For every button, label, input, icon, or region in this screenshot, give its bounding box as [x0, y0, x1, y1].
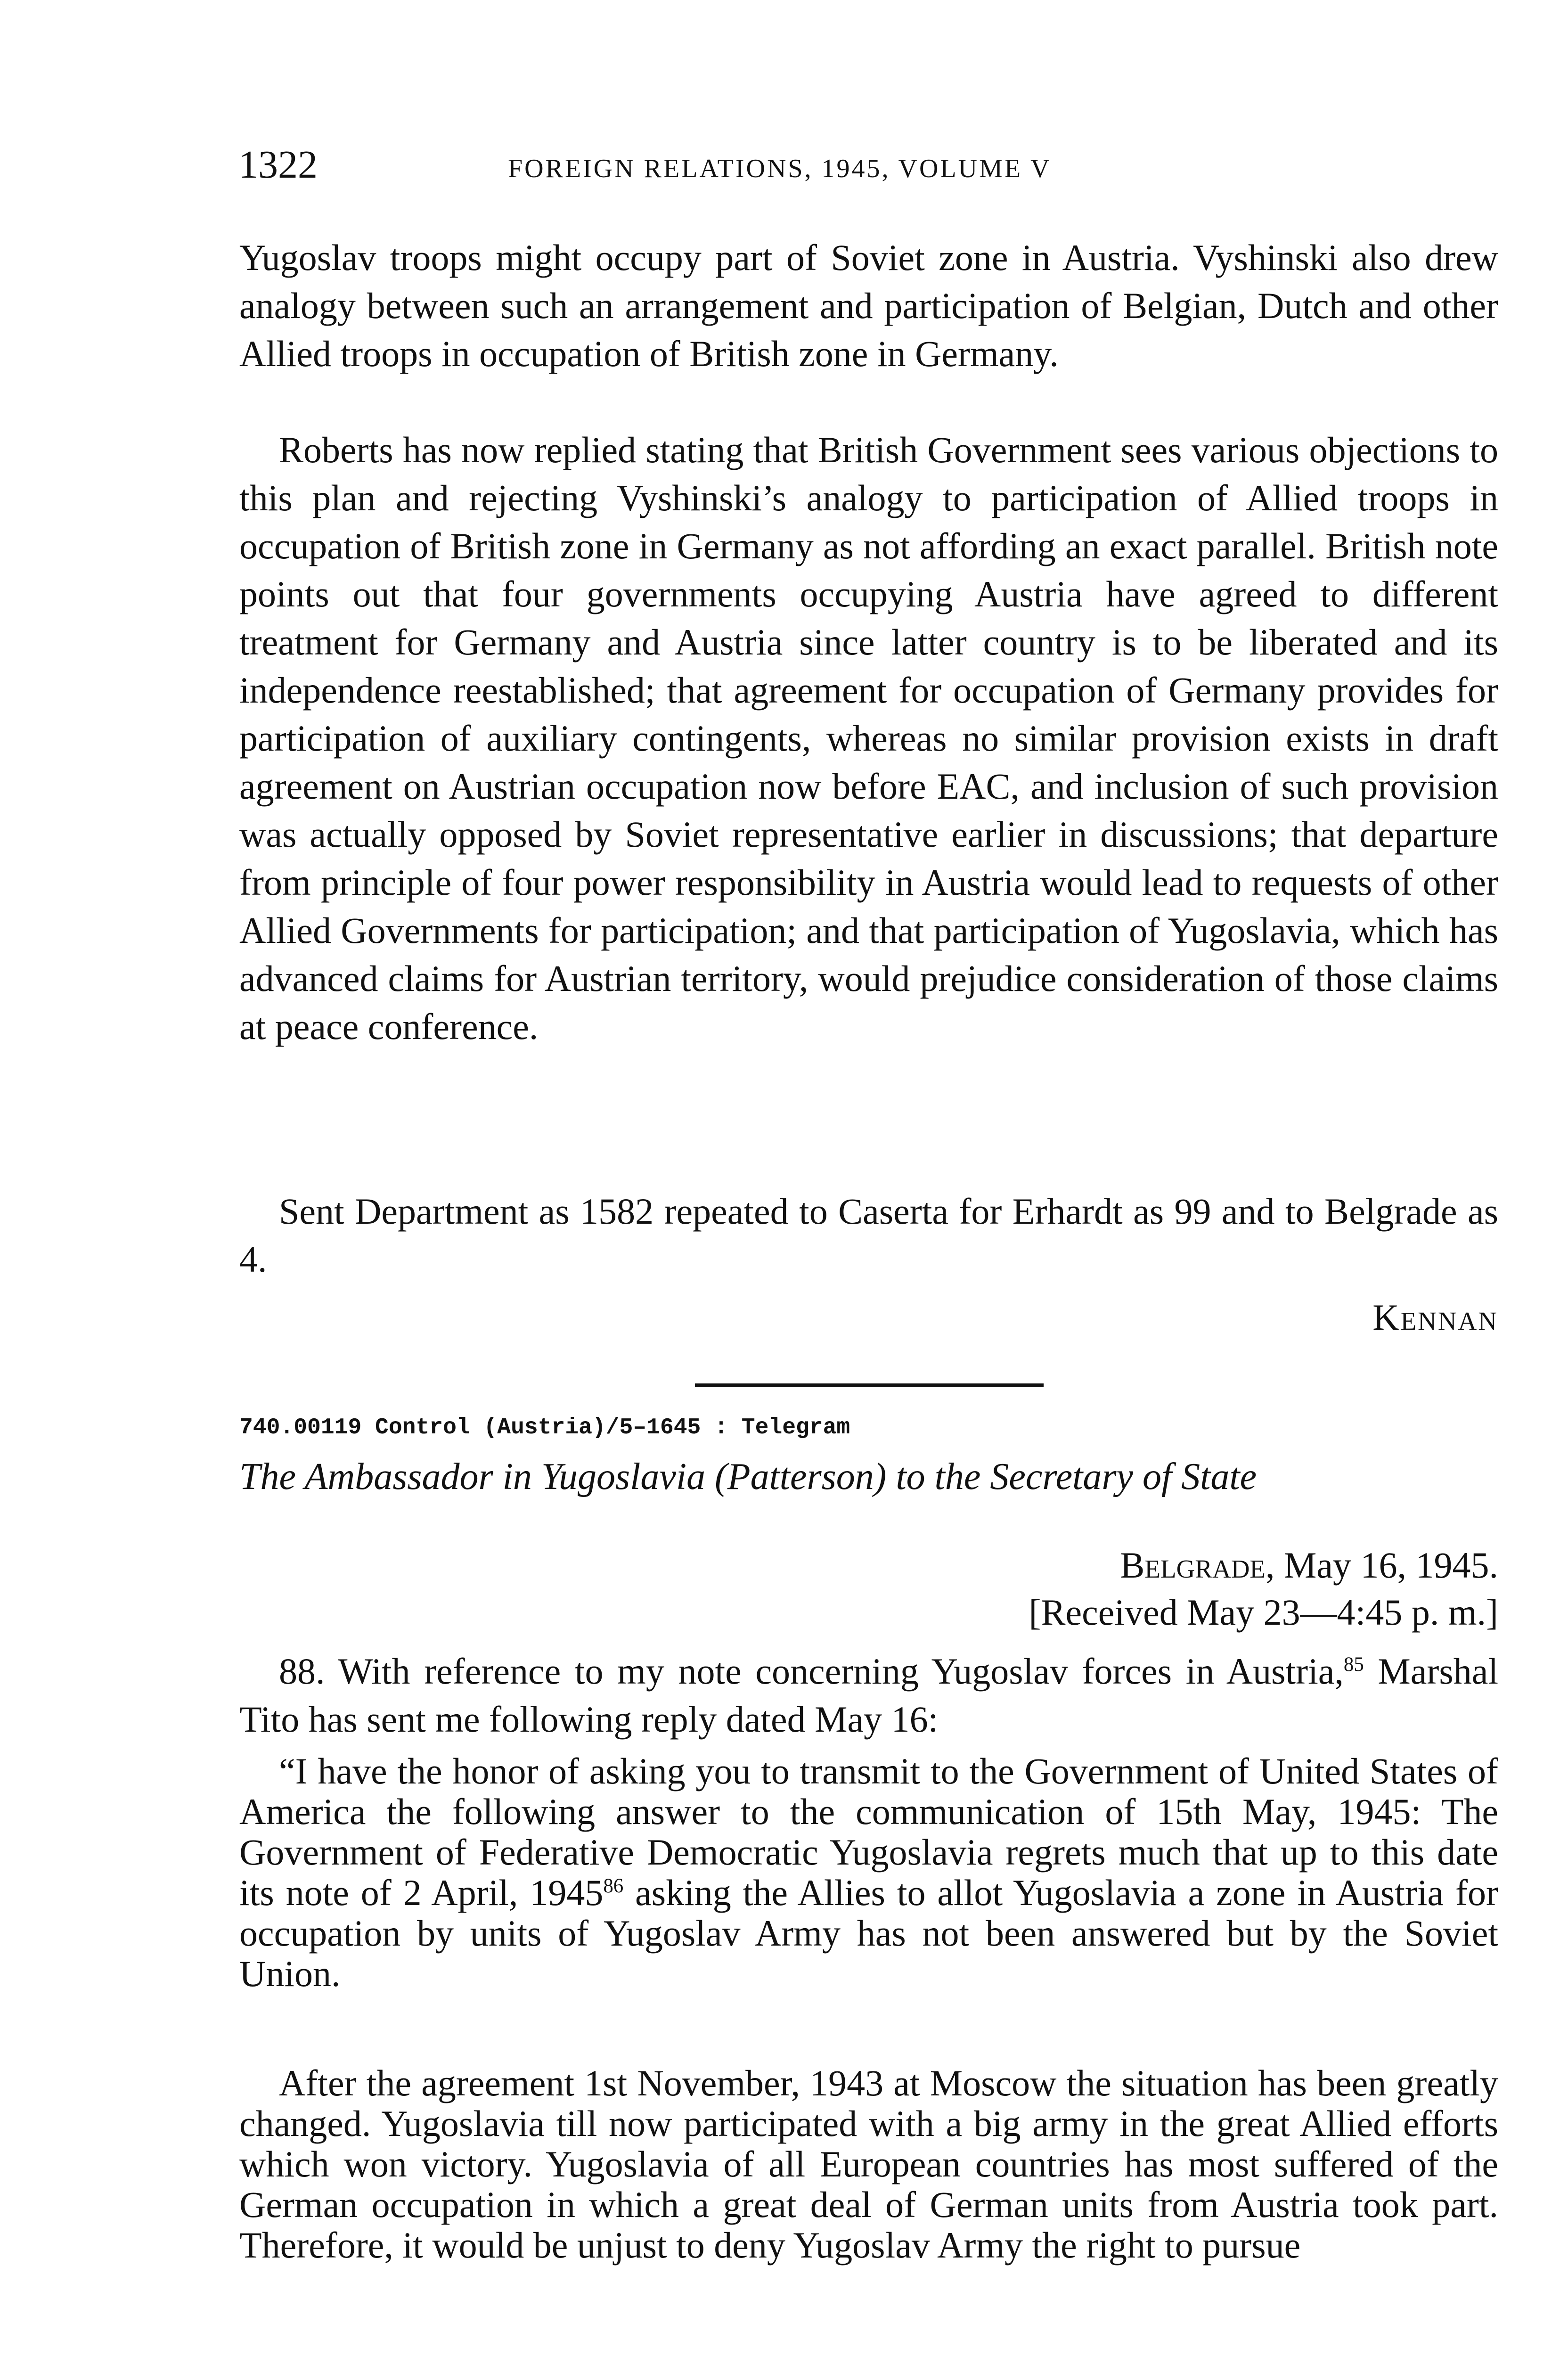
page-number: 1322 — [238, 143, 318, 187]
dateline-date: May 16, 1945. — [1284, 1545, 1498, 1586]
telegram-text-start: 88. With reference to my note concerning Yugoslav forces in Austria, — [279, 1651, 1344, 1692]
quoted-reply-paragraph-1 — [239, 1751, 1498, 1994]
running-title: FOREIGN RELATIONS, 1945, VOLUME V — [508, 154, 1052, 183]
roberts-paragraph: Roberts has now replied stating that British Government sees various objections to this plan and rejecting Vyshinski’s analogy to participation of Allied troops in occupation of British zone in Germany as not affording an exact parallel. British note points out that four governments occupying Austria have agreed to different treatment for Germany and Austria since latter country is to be liberated and its independence reestablished; that agreement for occupation of Germany provides for participation of auxiliary contingents, whereas no similar provision exists in draft agreement on Austrian occupation now before EAC, and inclusion of such provision was actually opposed by Soviet representative earlier in discussions; that departure from principle of four power responsibility in Austria would lead to requests of other Allied Governments for participation; and that participation of Yugoslavia, which has advanced claims for Austrian territory, would prejudice consideration of those claims at peace conference. — [239, 429, 1498, 1047]
sent-department-paragraph: Sent Department as 1582 repeated to Caserta for Erhardt as 99 and to Belgrade as 4. — [239, 1191, 1498, 1280]
quote-text-start: “I have the honor of asking you to transmit to the Government of United States of America the following answer to the communication of 15th May, 1945: The Government of Federative Democratic Yugoslavia regrets much that up to this date its note of 2 April, 1945 — [239, 1751, 1498, 1913]
quoted-reply-paragraph-2: After the agreement 1st November, 1943 at Moscow the situation has been greatly changed. Yugoslavia till now participated with a big army in the great Allied efforts which won victory. Yugoslavia of all European countries has most suffered of the German occupation in which a great deal of German units from Austria took part. Therefore, it would be unjust to deny Yugoslav Army the right to pursue — [239, 2062, 1498, 2266]
telegram-paragraph-88 — [239, 1647, 1498, 1743]
footnote-ref-85: 85 — [1343, 1653, 1364, 1676]
quote-text-end: asking the Allies to allot Yugoslavia a zone in Austria for occupation by units of Yugoslav Army has not been answered but by the Soviet Union. — [239, 1872, 1498, 1994]
document-title: The Ambassador in Yugoslavia (Patterson) to the Secretary of State — [239, 1456, 1257, 1497]
signature-kennan: Kennan — [1372, 1297, 1498, 1338]
continued-paragraph: Yugoslav troops might occupy part of Soviet zone in Austria. Vyshinski also drew analogy between such an arrangement and participation of Belgian, Dutch and other Allied troops in occupation of British zone in Germany. — [239, 237, 1498, 374]
received-line: [Received May 23—4:45 p. m.] — [1029, 1592, 1498, 1633]
dateline-place: Belgrade, — [1120, 1545, 1275, 1586]
section-divider — [695, 1383, 1044, 1387]
footnote-ref-86: 86 — [603, 1875, 624, 1897]
telegram-text-end: Marshal Tito has sent me following reply dated May 16: — [239, 1651, 1498, 1740]
dateline — [1120, 1542, 1498, 1589]
file-reference: 740.00119 Control (Austria)/5–1645 : Telegram — [239, 1415, 850, 1440]
